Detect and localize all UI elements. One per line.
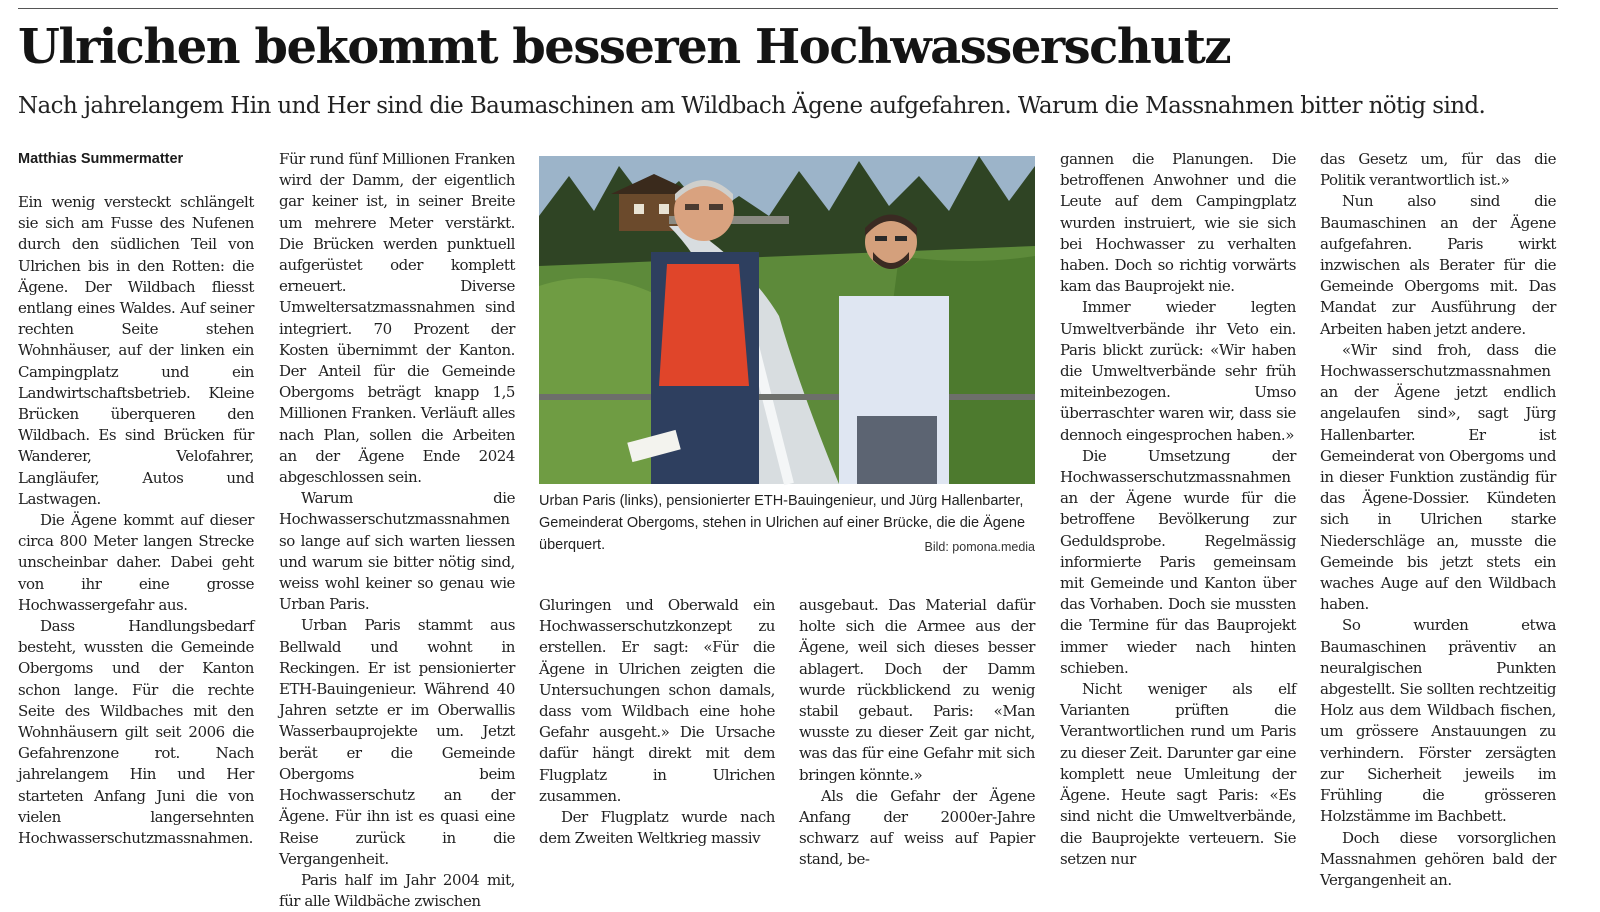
paragraph: Die Ägene kommt auf dieser circa 800 Meter langen Strecke unscheinbar daher. Dabei geht von ihr eine grosse Hochwassergefahr aus. xyxy=(18,511,254,614)
paragraph: Urban Paris stammt aus Bellwald und wohnt in Reckingen. Er ist pensionierter ETH-Bauingenieur. Während 40 Jahren setzte er im Oberwallis Wasserbauprojekte um. Jetzt berät er die Gemeinde Obergoms beim Hochwasserschutz an der Ägene. Für ihn ist es quasi eine Reise zurück in die Vergangenheit. xyxy=(279,616,515,868)
paragraph: Nicht weniger als elf Varianten prüften die Verantwortlichen rund um Paris zu dieser Zeit. Darunter gar eine komplett neue Umleitung der Ägene. Heute sagt Paris: «Es sind nicht die Umweltverbände, die Bauprojekte verteuern. Sie setzen nur xyxy=(1060,680,1296,868)
text-column-2 xyxy=(279,149,515,911)
photo-caption xyxy=(539,490,1035,558)
paragraph: Für rund fünf Millionen Franken wird der Damm, der eigentlich gar keiner ist, in seiner Breite um mehrere Meter verstärkt. Die Brücken werden punktuell aufgerüstet oder komplett erneuert. Diverse Umweltersatzmassnahmen sind integriert. 70 Prozent der Kosten übernimmt der Kanton. Der Anteil für die Gemeinde Obergoms beträgt knapp 1,5 Millionen Franken. Verläuft alles nach Plan, sollen die Arbeiten an der Ägene Ende 2024 abgeschlossen sein. xyxy=(279,150,515,487)
paragraph: das Gesetz um, für das die Politik verantwortlich ist.» xyxy=(1320,150,1556,190)
paragraph: Paris half im Jahr 2004 mit, für alle Wildbäche zwischen xyxy=(279,870,515,911)
paragraph: Gluringen und Oberwald ein Hochwasserschutzkonzept zu erstellen. Er sagt: «Für die Ägene in Ulrichen zeigten die Untersuchungen schon damals, dass vom Wildbach eine hohe Gefahr ausgeht.» Die Ursache dafür hängt direkt mit dem Flugplatz in Ulrichen zusammen. xyxy=(539,596,775,805)
text-column-4 xyxy=(799,595,1035,869)
text-column-3 xyxy=(539,595,775,848)
author-byline: Matthias Summermatter xyxy=(18,151,184,167)
text-column-6 xyxy=(1320,149,1556,889)
paragraph: Immer wieder legten Umweltverbände ihr Veto ein. Paris blickt zurück: «Wir haben die Umweltverbände sehr früh miteinbezogen. Umso überraschter waren wir, dass sie dennoch eingesprochen haben.» xyxy=(1060,298,1296,444)
paragraph: Dass Handlungsbedarf besteht, wussten die Gemeinde Obergoms und der Kanton schon lange. Für die rechte Seite des Wildbaches mit den Wohnhäusern gilt seit 2006 die Gefahrenzone rot. Nach jahrelangem Hin und Her starteten Anfang Juni die von vielen langersehnten Hochwasserschutzmassnahmen. xyxy=(18,617,254,848)
paragraph: Warum die Hochwasserschutzmassnahmen so lange auf sich warten liessen und warum sie bitter nötig sind, weiss wohl keiner so genau wie Urban Paris. xyxy=(279,489,515,614)
paragraph: gannen die Planungen. Die betroffenen Anwohner und die Leute auf dem Campingplatz wurden instruiert, wie sie sich bei Hochwasser zu verhalten haben. Doch so richtig vorwärts kam das Bauprojekt nie. xyxy=(1060,150,1296,296)
paragraph: So wurden etwa Baumaschinen präventiv an neuralgischen Punkten abgestellt. Sie sollten rechtzeitig Holz aus dem Wildbach fischen, um grössere Anstauungen zu verhindern. Förster zersägten zur Sicherheit jeweils im Frühling die grösseren Holzstämme im Bachbett. xyxy=(1320,616,1556,826)
caption-text: Urban Paris (links), pensionierter ETH-Bauingenieur, und Jürg Hallenbarter, Gemeinderat Obergoms, stehen in Ulrichen auf einer Brücke, die die Ägene überquert. xyxy=(539,493,1026,553)
text-column-1 xyxy=(18,192,254,848)
paragraph: Als die Gefahr der Ägene Anfang der 2000er-Jahre schwarz auf weiss auf Papier stand, be- xyxy=(799,786,1035,869)
paragraph: ausgebaut. Das Material dafür holte sich die Armee aus der Ägene, weil sich dieses besser ablagert. Doch der Damm wurde rückblickend zu wenig stabil gebaut. Paris: «Man wusste zu dieser Zeit gar nicht, was das für eine Gefahr mit sich bringen könnte.» xyxy=(799,596,1035,784)
text-column-5 xyxy=(1060,149,1296,868)
paragraph: Ein wenig versteckt schlängelt sie sich am Fusse des Nufenen durch den südlichen Teil von Ulrichen bis in den Rotten: die Ägene. Der Wildbach fliesst entlang eines Waldes. Auf seiner rechten Seite stehen Wohnhäuser, auf der linken ein Campingplatz und ein Landwirtschaftsbetrieb. Kleine Brücken überqueren den Wildbach. Es sind Brücken für Wanderer, Velofahrer, Langläufer, Autos und Lastwagen. xyxy=(18,193,254,508)
article-photo xyxy=(539,156,1035,484)
paragraph: Doch diese vorsorglichen Massnahmen gehören bald der Vergangenheit an. xyxy=(1320,828,1556,889)
subtitle: Nach jahrelangem Hin und Her sind die Baumaschinen am Wildbach Ägene aufgefahren. Warum die Massnahmen bitter nötig sind. xyxy=(18,93,1486,119)
photo-credit: Bild: pomona.media xyxy=(924,540,1035,554)
paragraph: Der Flugplatz wurde nach dem Zweiten Weltkrieg massiv xyxy=(539,808,775,848)
paragraph: «Wir sind froh, dass die Hochwasserschutzmassnahmen an der Ägene jetzt endlich angelaufen sind», sagt Jürg Hallenbarter. Er ist Gemeinderat von Obergoms und in dieser Funktion zuständig für das Ägene-Dossier. Kündeten sich in Ulrichen starke Niederschläge an, musste die Gemeinde bis jetzt stets ein waches Auge auf den Wildbach haben. xyxy=(1320,340,1556,614)
headline: Ulrichen bekommt besseren Hochwasserschutz xyxy=(18,19,1231,75)
paragraph: Die Umsetzung der Hochwasserschutzmassnahmen an der Ägene wurde für die betroffene Bevölkerung zur Geduldsprobe. Regelmässig informierte Paris gemeinsam mit Gemeinde und Kanton über das Vorhaben. Doch sie mussten die Termine für das Bauprojekt immer wieder nach hinten schieben. xyxy=(1060,446,1296,677)
paragraph: Nun also sind die Baumaschinen an der Ägene aufgefahren. Paris wirkt inzwischen als Berater für die Gemeinde Obergoms mit. Das Mandat zur Ausführung der Arbeiten haben jetzt andere. xyxy=(1320,192,1556,338)
top-rule xyxy=(18,8,1558,9)
